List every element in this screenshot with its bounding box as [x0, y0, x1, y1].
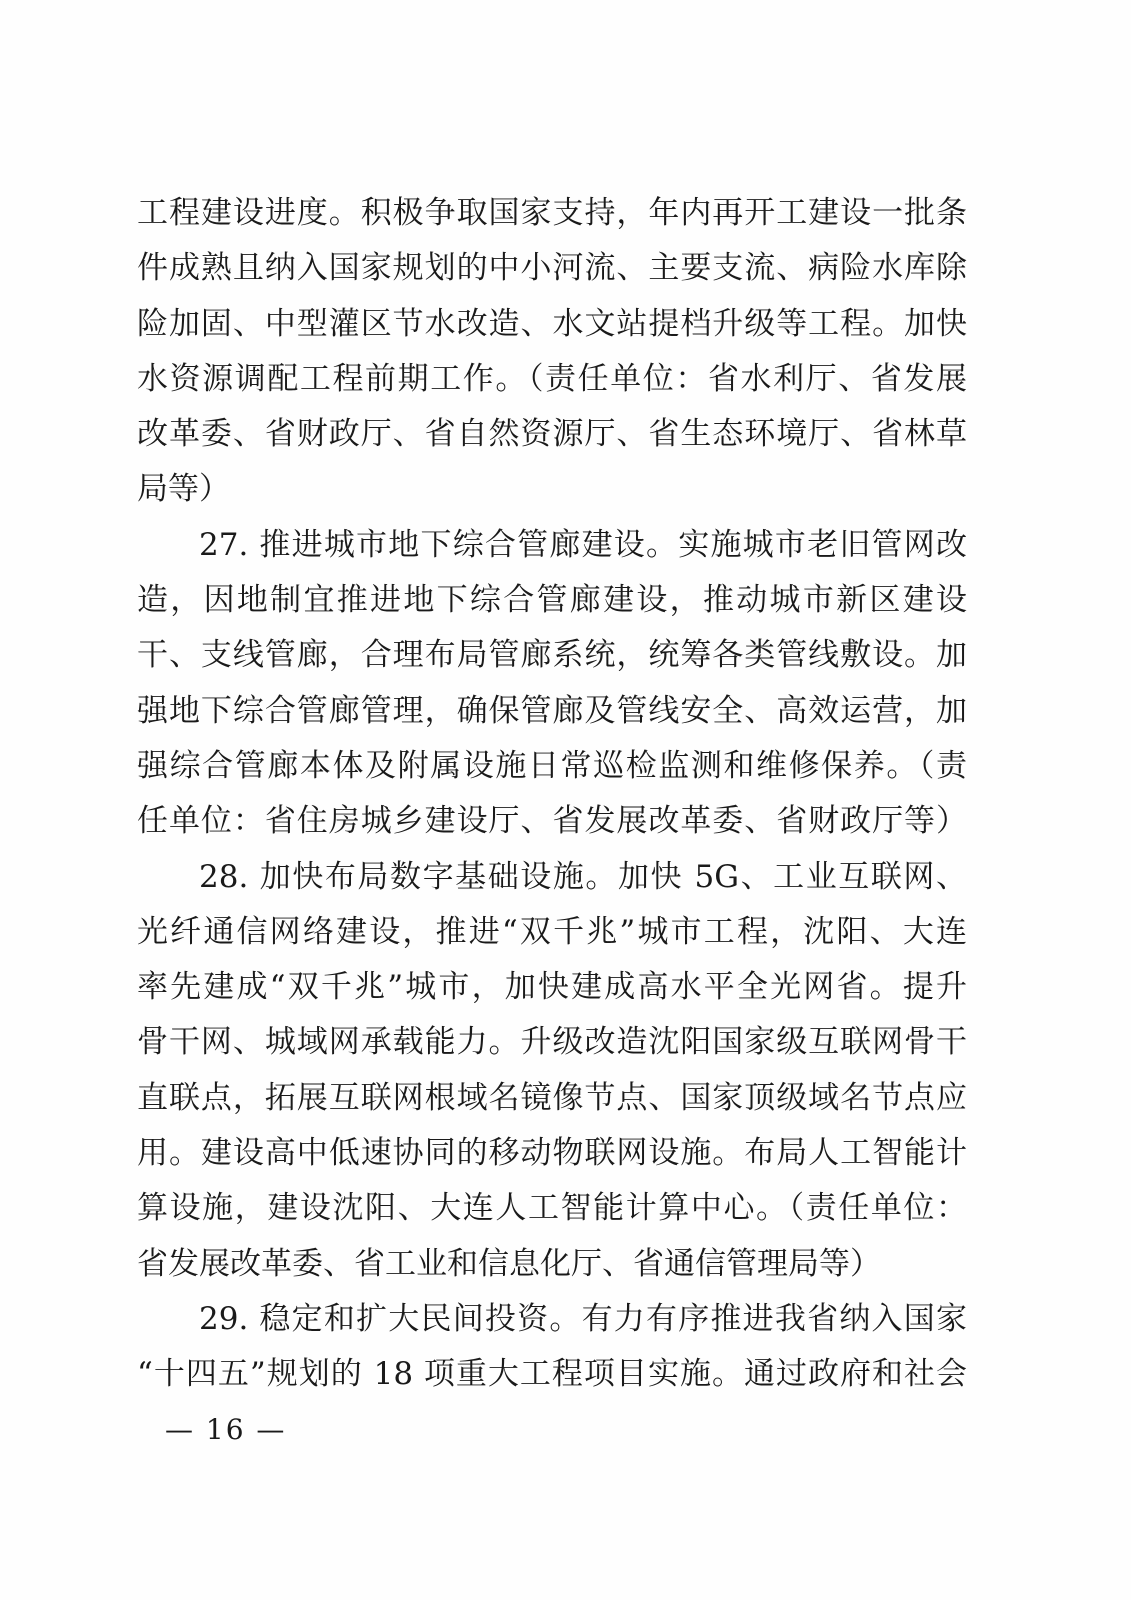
- text-line: 险加固、中型灌区节水改造、水文站提档升级等工程。加快: [137, 305, 967, 342]
- text-line: 改革委、省财政厅、省自然资源厅、省生态环境厅、省林草: [137, 416, 967, 453]
- text-line: 28. 加快布局数字基础设施。加快 5G、工业互联网、: [199, 858, 967, 895]
- text-line: 造，因地制宜推进地下综合管廊建设，推动城市新区建设: [137, 582, 967, 619]
- document-body: [137, 186, 967, 1403]
- text-line: 工程建设进度。积极争取国家支持，年内再开工建设一批条: [137, 195, 967, 231]
- text-line: 强地下综合管廊管理，确保管廊及管线安全、高效运营，加: [137, 692, 967, 729]
- text-line: 任单位：省住房城乡建设厅、省发展改革委、省财政厅等）: [137, 803, 967, 840]
- text-line: 水资源调配工程前期工作。（责任单位：省水利厅、省发展: [137, 360, 967, 397]
- text-line: 27. 推进城市地下综合管廊建设。实施城市老旧管网改: [199, 526, 967, 563]
- text-line: 骨干网、城域网承载能力。升级改造沈阳国家级互联网骨干: [137, 1024, 967, 1061]
- text-line: 算设施，建设沈阳、大连人工智能计算中心。（责任单位：: [137, 1190, 967, 1227]
- text-line: 率先建成“双千兆”城市，加快建成高水平全光网省。提升: [137, 969, 967, 1006]
- text-line: 29. 稳定和扩大民间投资。有力有序推进我省纳入国家: [199, 1300, 967, 1337]
- page-number: — 16 —: [165, 1413, 287, 1446]
- text-line: 局等）: [137, 471, 230, 508]
- text-line: 件成熟且纳入国家规划的中小河流、主要支流、病险水库除: [137, 250, 967, 287]
- text-line: 用。建设高中低速协同的移动物联网设施。布局人工智能计: [137, 1135, 967, 1172]
- text-line: 强综合管廊本体及附属设施日常巡检监测和维修保养。（责: [137, 747, 967, 784]
- text-line: 直联点，拓展互联网根域名镜像节点、国家顶级域名节点应: [137, 1079, 967, 1116]
- text-line: “十四五”规划的 18 项重大工程项目实施。通过政府和社会: [137, 1356, 967, 1393]
- text-line: 干、支线管廊，合理布局管廊系统，统筹各类管线敷设。加: [137, 637, 967, 674]
- text-line: 光纤通信网络建设，推进“双千兆”城市工程，沈阳、大连: [137, 913, 967, 950]
- text-line: 省发展改革委、省工业和信息化厅、省通信管理局等）: [137, 1245, 881, 1282]
